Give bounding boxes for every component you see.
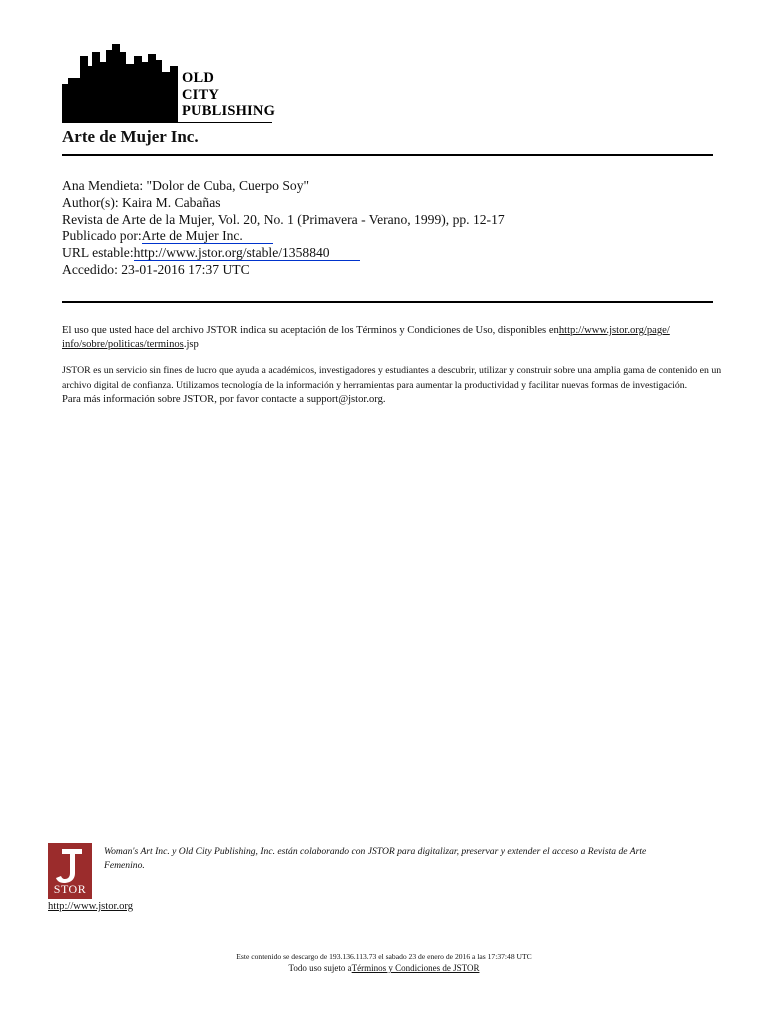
stable-url-label: URL estable:	[62, 245, 134, 261]
terms-link-part-1[interactable]: http://www.jstor.org/page/	[558, 325, 670, 336]
logo-underline	[62, 122, 272, 123]
published-by	[62, 228, 505, 245]
terms-text: El uso que usted hace del archivo JSTOR indica su aceptación de los Términos y Condiciones de Uso, disponibles en	[62, 325, 559, 336]
city-skyline-icon	[62, 44, 180, 124]
terms-link-suffix: .jsp	[183, 339, 199, 350]
logo-line-2: CITY	[182, 86, 220, 103]
publisher-name: Arte de Mujer Inc.	[62, 127, 199, 146]
jstor-logo	[48, 843, 92, 899]
stable-url-link[interactable]: http://www.jstor.org/stable/1358840	[134, 245, 360, 261]
top-divider	[62, 154, 713, 156]
contact-text: Para más información sobre JSTOR, por favor contacte a support@jstor.org.	[62, 394, 386, 406]
usage-notice	[0, 963, 768, 973]
logo-line-3: PUBLISHING	[182, 103, 276, 119]
article-source: Revista de Arte de la Mujer, Vol. 20, No. 1 (Primavera - Verano, 1999), pp. 12-17	[62, 211, 505, 227]
jstor-about	[62, 364, 722, 408]
terms-link-part-2[interactable]: info/sobre/politicas/terminos	[62, 339, 184, 350]
old-city-publishing-logo	[62, 44, 274, 128]
stable-url	[62, 245, 505, 262]
article-title: Ana Mendieta: "Dolor de Cuba, Cuerpo Soy"	[62, 178, 310, 193]
bottom-divider	[62, 301, 713, 303]
terms-notice	[62, 324, 718, 352]
download-notice: Este contenido se descargo de 193.136.113.73 el sabado 23 de enero de 2016 a las 17:37:48 UTC	[236, 952, 532, 961]
article-author: Author(s): Kaira M. Cabañas	[62, 194, 221, 210]
jstor-logo-text: STOR	[53, 882, 87, 896]
usage-prefix: Todo uso sujeto a	[288, 963, 352, 973]
citation-block	[62, 178, 505, 279]
collaboration-notice: Woman's Art Inc. y Old City Publishing, Inc. están colaborando con JSTOR para digitalizar, preservar y extender el acceso a Revista de Arte Femenino.	[104, 846, 647, 871]
publisher-link[interactable]: Arte de Mujer Inc.	[142, 228, 273, 244]
jstor-url-link[interactable]: http://www.jstor.org	[48, 901, 134, 912]
jstor-j-icon	[48, 845, 92, 887]
accessed-date: Accedido: 23-01-2016 17:37 UTC	[62, 261, 250, 277]
published-label: Publicado por:	[62, 228, 142, 244]
logo-wordmark	[182, 70, 275, 120]
logo-line-1: OLD	[182, 70, 215, 86]
jstor-terms-link[interactable]: Términos y Condiciones de JSTOR	[351, 963, 480, 973]
about-text: JSTOR es un servicio sin fines de lucro que ayuda a académicos, investigadores y estudiantes a descubrir, utilizar y construir sobre una amplia gama de contenido en un archivo digital de confianza. Utilizamos tecnología de la información y herramientas para aumentar la productividad y facilitar nuevas formas de investigación.	[62, 365, 722, 391]
